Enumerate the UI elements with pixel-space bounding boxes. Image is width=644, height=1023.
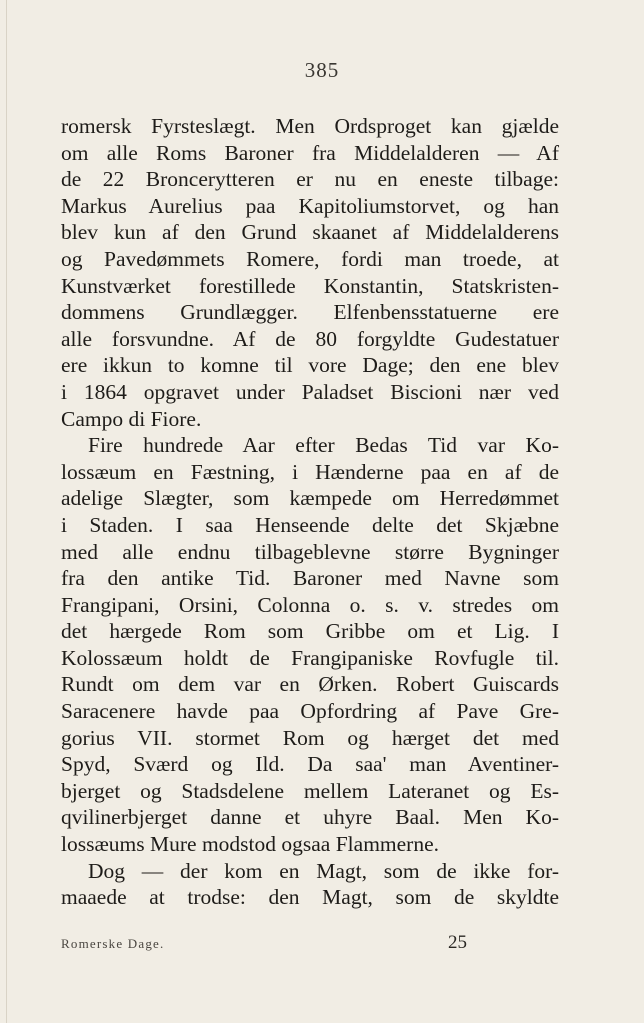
text-line: Frangipani, Orsini, Colonna o. s. v. stredes om [61,592,559,617]
text-line: i Staden. I saa Henseende delte det Skjæbne [61,512,559,537]
text-line: Rundt om dem var en Ørken. Robert Guiscards [61,672,559,697]
text-line: Kolossæum holdt de Frangipaniske Rovfugle til. [61,645,559,670]
text-line: lossæum en Fæstning, i Hænderne paa en af de [61,459,559,484]
text-line: Dog — der kom en Magt, som de ikke for- [88,858,559,883]
text-line: lossæums Mure modstod ogsaa Flammerne. [61,832,440,857]
text-line: om alle Roms Baroner fra Middelalderen — Af [61,140,559,165]
text-line: gorius VII. stormet Rom og hærget det med [61,725,559,750]
body-text [61,113,559,911]
page-number: 385 [304,58,340,82]
text-line: fra den antike Tid. Baroner med Navne som [61,566,559,591]
text-line: dommens Grundlægger. Elfenbensstatuerne ere [61,300,559,325]
text-line: Spyd, Sværd og Ild. Da saa' man Aventiner- [61,752,559,777]
text-line: maaede at trodse: den Magt, som de skyldte [61,885,559,910]
text-line: blev kun af den Grund skaanet af Middelalderens [61,220,559,245]
text-line: Campo di Fiore. [61,406,202,431]
signature-mark: Romerske Dage. [61,936,165,951]
text-line: romersk Fyrsteslægt. Men Ordsproget kan gjælde [61,114,559,138]
page-footer [61,932,467,954]
text-line: ere ikkun to komne til vore Dage; den ene blev [61,353,559,378]
text-line: med alle endnu tilbageblevne større Bygninger [61,539,559,564]
text-line: Markus Aurelius paa Kapitoliumstorvet, og han [61,193,559,218]
text-line: qvilinerbjerget danne et uhyre Baal. Men Ko- [61,805,559,830]
text-line: i 1864 opgravet under Paladset Biscioni nær ved [61,379,559,404]
text-line: Saracenere havde paa Opfordring af Pave Gre- [61,699,559,724]
text-line: de 22 Broncerytteren er nu en eneste tilbage: [61,167,559,192]
text-line: adelige Slægter, som kæmpede om Herredømmet [61,486,559,511]
text-line: Kunstværket forestillede Konstantin, Statskristen- [61,273,559,298]
text-line: og Pavedømmets Romere, fordi man troede, at [61,246,559,271]
page-edge [6,0,7,1023]
text-line: bjerget og Stadsdelene mellem Lateranet og Es- [61,778,559,803]
text-line: Fire hundrede Aar efter Bedas Tid var Ko- [88,433,559,458]
sheet-number: 25 [448,932,467,953]
text-line: alle forsvundne. Af de 80 forgyldte Gudestatuer [61,326,559,351]
text-line: det hærgede Rom som Gribbe om et Lig. I [61,619,559,644]
